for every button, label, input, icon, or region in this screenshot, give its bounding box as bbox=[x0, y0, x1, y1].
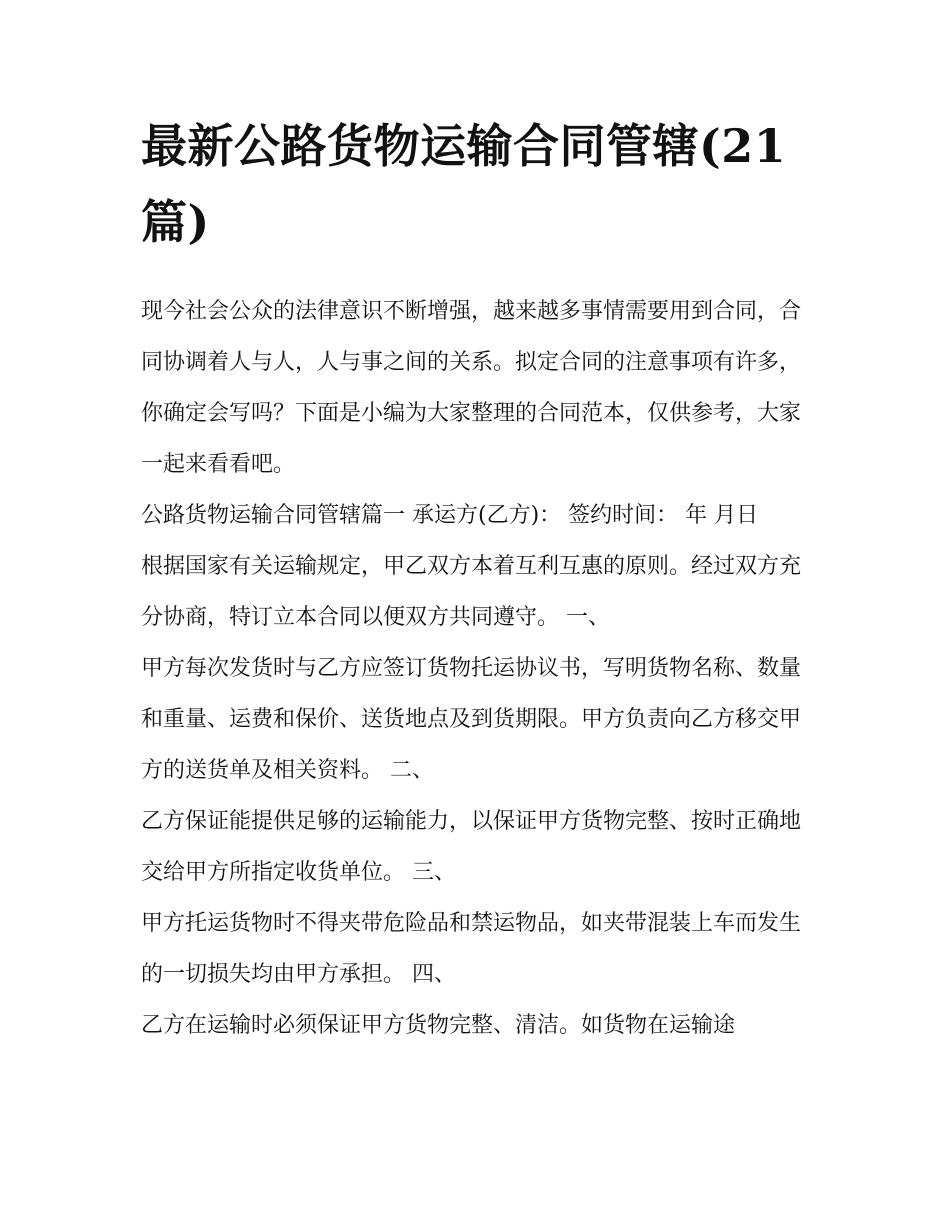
clause-paragraph: 乙方保证能提供足够的运输能力，以保证甲方货物完整、按时正确地交给甲方所指定收货单位。 三、 bbox=[141, 809, 802, 885]
preamble-paragraph: 根据国家有关运输规定，甲乙双方本着互利互惠的原则。经过双方充分协商，特订立本合同以便双方共同遵守。 一、 bbox=[141, 554, 802, 630]
clause-paragraph: 乙方在运输时必须保证甲方货物完整、清洁。如货物在运输途 bbox=[141, 1013, 736, 1038]
document-title: 最新公路货物运输合同管辖(21篇) bbox=[141, 119, 787, 249]
contract-header-paragraph: 公路货物运输合同管辖篇一 承运方(乙方)： 签约时间： 年 月日 bbox=[141, 503, 759, 528]
document-content bbox=[141, 108, 813, 1051]
intro-paragraph: 现今社会公众的法律意识不断增强，越来越多事情需要用到合同，合同协调着人与人，人与事之间的关系。拟定合同的注意事项有许多，你确定会写吗？下面是小编为大家整理的合同范本，仅供参考，大家一起来看看吧。 bbox=[141, 299, 802, 477]
clause-paragraph: 甲方每次发货时与乙方应签订货物托运协议书，写明货物名称、数量和重量、运费和保价、送货地点及到货期限。甲方负责向乙方移交甲方的送货单及相关资料。 二、 bbox=[141, 656, 802, 783]
clause-paragraph: 甲方托运货物时不得夹带危险品和禁运物品，如夹带混装上车而发生的一切损失均由甲方承担。 四、 bbox=[141, 911, 802, 987]
